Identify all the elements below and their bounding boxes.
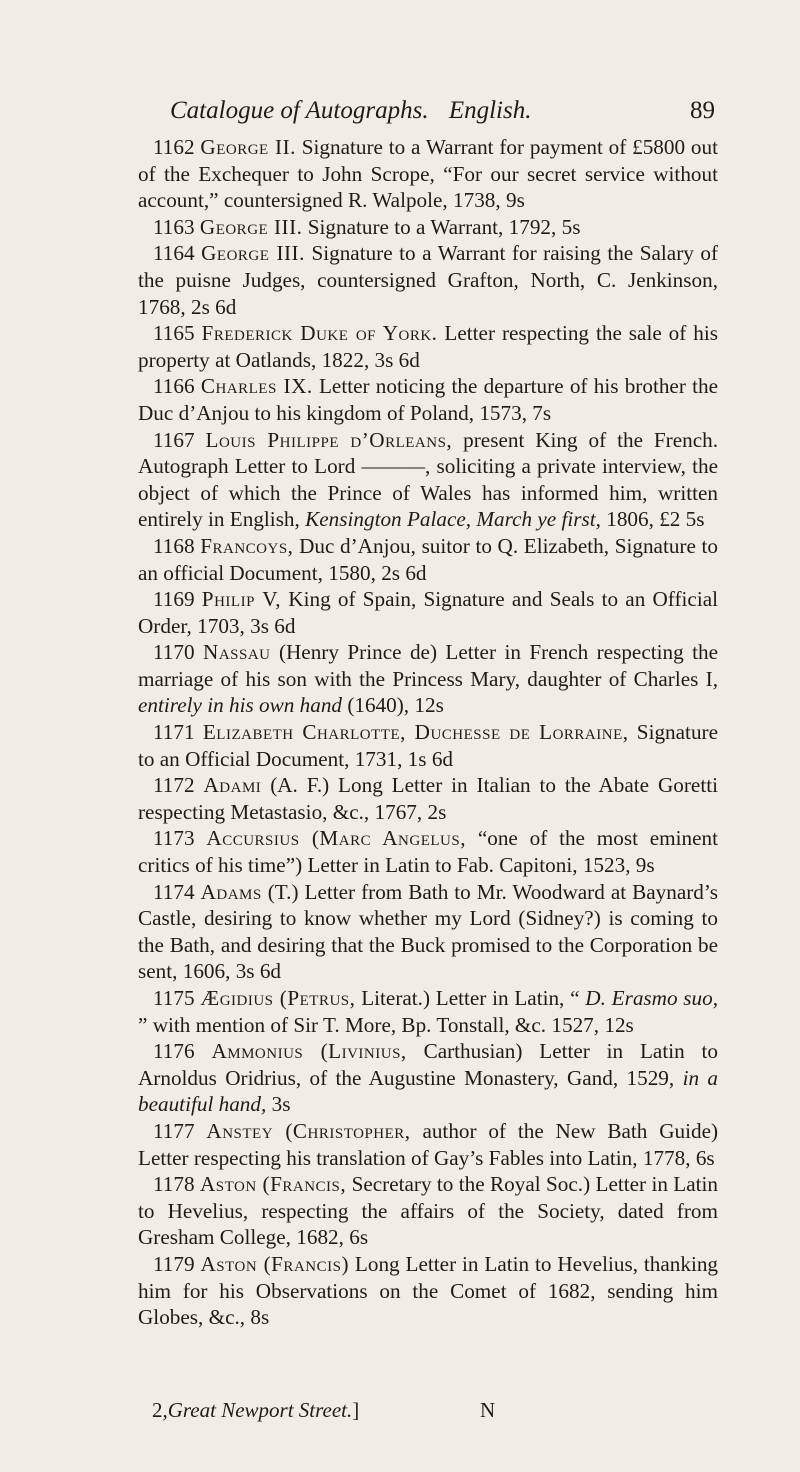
entry-description: Signature to an Official Document, 1731, 1s 6d xyxy=(138,720,718,771)
header-section: English. xyxy=(448,97,532,124)
entry-price: 3s xyxy=(271,1092,291,1117)
entry-description: Duc d’Anjou, suitor to Q. Elizabeth, Signature to an official Document, 1580, 2s 6d xyxy=(138,533,718,585)
entry-name: Aston (Francis) xyxy=(200,1251,350,1276)
entry-name: Adami xyxy=(203,773,262,798)
entry-number: 1163 xyxy=(153,214,195,239)
catalogue-entry xyxy=(138,240,718,320)
entry-name: Aston (Francis, xyxy=(199,1172,347,1197)
entry-name: Ammonius (Livinius, xyxy=(211,1039,407,1064)
catalogue-entry xyxy=(138,772,718,825)
entry-name: Francoys, xyxy=(200,533,294,558)
catalogue-entry xyxy=(138,320,718,373)
entry-name: Adams xyxy=(200,879,262,904)
entry-number: 1164 xyxy=(153,241,195,266)
entry-price: (1640), 12s xyxy=(347,693,444,718)
entry-description: Secretary to the Royal Soc.) Letter in Latin to Hevelius, respecting the affairs of the Society, dated from Gresham College, 1682, 6s xyxy=(138,1172,719,1250)
entry-number: 1172 xyxy=(153,773,195,798)
imprint-prefix: 2, xyxy=(152,1398,168,1422)
entry-number: 1175 xyxy=(153,986,195,1010)
entry-number: 1173 xyxy=(153,826,195,851)
entry-italic: Kensington Palace, March ye first, xyxy=(305,507,601,532)
imprint-suffix: ] xyxy=(352,1398,360,1422)
catalogue-entry xyxy=(138,134,718,214)
catalogue-entry xyxy=(138,586,718,639)
entry-number: 1179 xyxy=(153,1251,195,1276)
catalogue-entry xyxy=(138,1171,718,1251)
entry-description: (A. F.) Long Letter in Italian to the Abate Goretti respecting Metastasio, &c., 1767, 2s xyxy=(138,773,718,824)
entry-number: 1170 xyxy=(153,640,195,665)
catalogue-entries xyxy=(138,134,718,1331)
entry-number: 1176 xyxy=(153,1039,195,1064)
entry-name: Elizabeth Charlotte, Duchesse de Lorraine, xyxy=(202,720,629,745)
entry-description: author of the New Bath Guide) Letter respecting his translation of Gay’s Fables into Latin, 1778, 6s xyxy=(138,1118,719,1170)
entry-description: Long Letter in Latin to Hevelius, thanking him for his Observations on the Comet of 1682, sending him Globes, &c., 8s xyxy=(138,1251,719,1330)
entry-name: Accursius (Marc Angelus, xyxy=(206,826,467,851)
entry-description: Signature to a Warrant, 1792, 5s xyxy=(307,214,581,239)
catalogue-entry xyxy=(138,214,718,241)
header-title: Catalogue of Autographs. xyxy=(170,97,429,124)
entry-number: 1169 xyxy=(153,587,195,612)
entry-description: Carthusian) Letter in Latin to Arnoldus Oridrius, of the Augustine Monastery, Gand, 1529, xyxy=(138,1039,719,1090)
entry-number: 1174 xyxy=(153,879,195,904)
entry-name: Ægidius (Petrus, xyxy=(200,986,356,1010)
entry-description: Signature to a Warrant for raising the Salary of the puisne Judges, countersigned Grafton, North, C. Jenkinson, 1768, 2s 6d xyxy=(138,241,719,319)
entry-number: 1166 xyxy=(153,374,195,399)
entry-name: Philip V, xyxy=(201,587,282,612)
entry-description: present King of the French. Autograph Letter to Lord ———, soliciting a private interview, the object of which the Prince of Wales has informed him, written entirely in English, xyxy=(138,427,719,532)
entry-number: 1171 xyxy=(153,720,195,745)
entry-price: ” with mention of Sir T. More, Bp. Tonstall, &c. 1527, 12s xyxy=(138,1012,634,1037)
entry-number: 1177 xyxy=(153,1118,195,1143)
running-header xyxy=(170,96,715,126)
entry-number: 1167 xyxy=(153,427,195,452)
entry-name: Charles IX. xyxy=(200,374,313,399)
entry-name: George II. xyxy=(200,135,296,159)
entry-name: Frederick Duke of York. xyxy=(201,321,438,346)
imprint-address: Great Newport Street. xyxy=(167,1398,353,1422)
entry-name: George III. xyxy=(199,214,303,239)
entry-description: Signature to a Warrant for payment of £5800 out of the Exchequer to John Scrope, “For our secret service without account,” countersigned R. Walpole, 1738, 9s xyxy=(138,135,718,213)
entry-description: Letter respecting the sale of his property at Oatlands, 1822, 3s 6d xyxy=(138,321,719,372)
entry-description: “one of the most eminent critics of his time”) Letter in Latin to Fab. Capitoni, 1523, 9s xyxy=(138,826,719,878)
entry-italic: D. Erasmo suo, xyxy=(585,986,719,1010)
catalogue-entry xyxy=(138,1118,718,1171)
catalogue-entry xyxy=(138,427,718,533)
entry-italic: in a beautiful hand, xyxy=(138,1065,719,1117)
entry-description: (Henry Prince de) Letter in French respecting the marriage of his son with the Princess Mary, daughter of Charles I, xyxy=(138,640,719,691)
catalogue-entry xyxy=(138,533,718,586)
entry-name: Anstey (Christopher, xyxy=(206,1118,411,1143)
entry-number: 1162 xyxy=(153,135,195,159)
page-number: 89 xyxy=(690,97,715,124)
catalogue-entry xyxy=(138,639,718,719)
entry-description: (T.) Letter from Bath to Mr. Woodward at Baynard’s Castle, desiring to know whether my Lord (Sidney?) is coming to the Bath, and desiring that the Buck promised to the Corporation be sent, 1606, 3s 6d xyxy=(138,879,719,984)
catalogue-entry xyxy=(138,879,718,985)
entry-price: 1806, £2 5s xyxy=(606,507,705,532)
entry-description: Letter noticing the departure of his brother the Duc d’Anjou to his kingdom of Poland, 1573, 7s xyxy=(138,374,719,425)
catalogue-entry xyxy=(138,373,718,426)
catalogue-entry xyxy=(138,1038,718,1118)
catalogue-entry xyxy=(138,985,718,1038)
entry-name: Nassau xyxy=(203,640,271,665)
entry-number: 1178 xyxy=(153,1172,195,1197)
signature-mark: N xyxy=(480,1398,496,1422)
entry-italic: entirely in his own hand xyxy=(138,693,343,718)
entry-number: 1165 xyxy=(153,321,195,346)
catalogue-entry xyxy=(138,825,718,878)
catalogue-entry xyxy=(138,1251,718,1331)
entry-number: 1168 xyxy=(153,533,195,558)
entry-name: Louis Philippe d’Orleans, xyxy=(205,427,453,452)
entry-description: King of Spain, Signature and Seals to an Official Order, 1703, 3s 6d xyxy=(138,587,718,638)
entry-description: Literat.) Letter in Latin, “ xyxy=(361,986,580,1010)
catalogue-entry xyxy=(138,719,718,772)
page-footer xyxy=(152,1397,572,1423)
entry-name: George III. xyxy=(201,241,305,266)
